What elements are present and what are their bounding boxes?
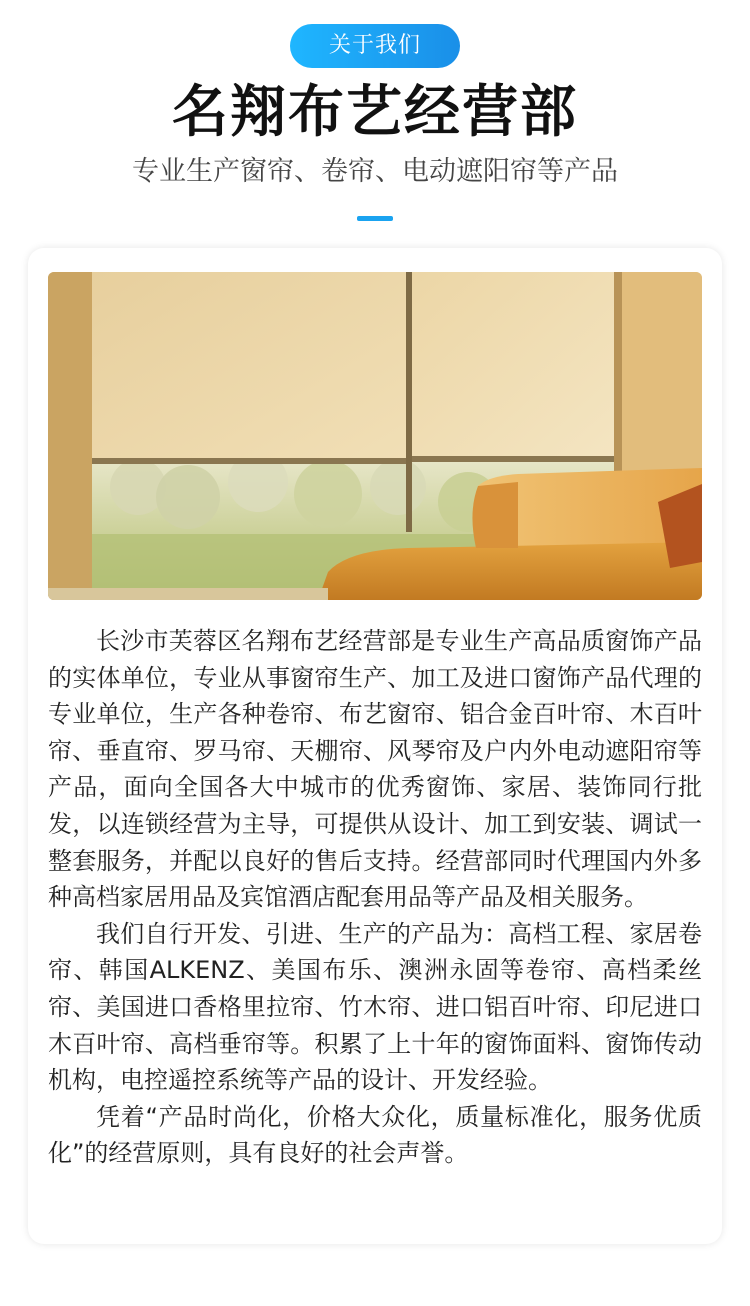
description-paragraph: 凭着“产品时尚化，价格大众化，质量标准化，服务优质化”的经营原则，具有良好的社会声誉。 [48, 1102, 702, 1168]
description-paragraph: 长沙市芙蓉区名翔布艺经营部是专业生产高品质窗饰产品的实体单位，专业从事窗帘生产、加工及进口窗饰产品代理的专业单位，生产各种卷帘、布艺窗帘、铝合金百叶帘、木百叶帘、垂直帘、罗马帘、天棚帘、风琴帘及户内外电动遮阳帘等产品，面向全国各大中城市的优秀窗饰、家居、装饰同行批发，以连锁经营为主导，可提供从设计、加工到安装、调试一整套服务，并配以良好的售后支持。经营部同时代理国内外多种高档家居用品及宾馆酒店配套用品等产品及相关服务。 [48, 627, 702, 912]
title-divider [357, 216, 393, 221]
roller-blinds-illustration [48, 272, 702, 600]
about-card [28, 248, 722, 1244]
about-header [0, 0, 750, 250]
page-subtitle: 专业生产窗帘、卷帘、电动遮阳帘等产品 [132, 156, 618, 187]
about-us-badge: 关于我们 [290, 24, 460, 68]
description-paragraph: 我们自行开发、引进、生产的产品为：高档工程、家居卷帘、韩国ALKENZ、美国布乐、澳洲永固等卷帘、高档柔丝帘、美国进口香格里拉帘、竹木帘、进口铝百叶帘、印尼进口木百叶帘、高档垂帘等。积累了上十年的窗饰面料、窗饰传动机构，电控遥控系统等产品的设计、开发经验。 [48, 919, 702, 1095]
company-description [48, 623, 702, 1172]
roller-blinds-photo [48, 272, 702, 600]
page-title: 名翔布艺经营部 [172, 80, 578, 145]
